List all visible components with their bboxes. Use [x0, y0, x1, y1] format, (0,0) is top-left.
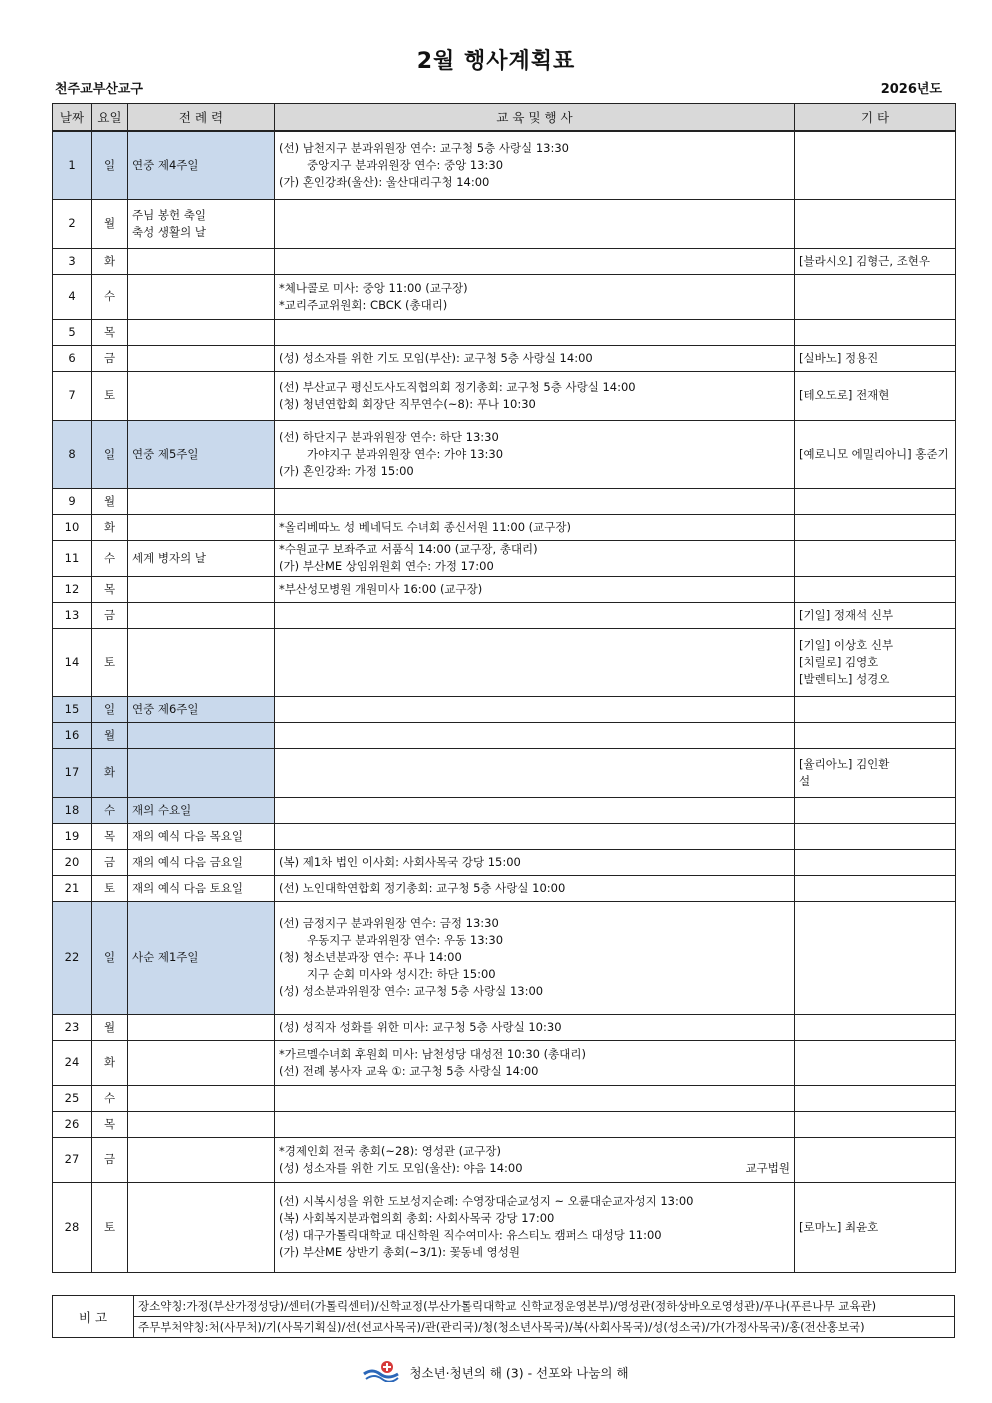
etc-cell	[795, 248, 956, 274]
events-cell	[275, 602, 795, 628]
weekday-cell: 목	[92, 576, 128, 602]
day-cell: 6	[53, 345, 92, 371]
day-cell: 23	[53, 1014, 92, 1040]
liturgy-line: 사순 제1주일	[132, 950, 199, 964]
weekday-cell: 금	[92, 849, 128, 875]
liturgy-cell	[128, 1137, 275, 1182]
header-weekday: 요일	[92, 104, 128, 132]
event-line: (선) 시복시성을 위한 도보성지순례: 수영장대순교성지 ~ 오륜대순교자성지 13:00	[279, 1194, 694, 1208]
table-row	[53, 1040, 956, 1085]
liturgy-cell	[128, 1040, 275, 1085]
table-row	[53, 488, 956, 514]
event-line: (가) 혼인강좌(울산): 울산대리구청 14:00	[279, 174, 490, 189]
liturgy-line: 축성 생활의 날	[132, 224, 206, 239]
etc-cell	[795, 602, 956, 628]
events-cell	[275, 748, 795, 797]
liturgy-line: 재의 예식 다음 토요일	[132, 880, 243, 895]
day-cell: 8	[53, 420, 92, 488]
event-line: (성) 성소자를 위한 기도 모임(울산): 야음 14:00	[279, 1160, 523, 1175]
schedule-body	[53, 131, 956, 1272]
event-line: (가) 부산ME 상임위원회 연수: 가정 17:00	[279, 559, 494, 573]
events-cell	[275, 1182, 795, 1272]
etc-cell	[795, 540, 956, 576]
day-cell: 19	[53, 823, 92, 849]
weekday-cell: 수	[92, 540, 128, 576]
event-note-right: 교구법원	[745, 1160, 790, 1175]
event-line: (선) 전례 봉사자 교육 ①: 교구청 5층 사랑실 14:00	[279, 1063, 539, 1078]
event-line: *올리베따노 성 베네딕도 수녀회 종신서원 11:00 (교구장)	[279, 519, 571, 534]
table-row	[53, 797, 956, 823]
event-line: 중앙지구 분과위원장 연수: 중앙 13:30	[307, 157, 504, 172]
etc-cell	[795, 823, 956, 849]
etc-cell	[795, 131, 956, 199]
notes-line-departments: 주무부처약칭:처(사무처)/기(사목기획실)/선(선교사목국)/관(관리국)/청(청소년사목국)/복(사회사목국)/성(성소국)/가(가정사목국)/홍(전산홍보국)	[134, 1317, 955, 1338]
footer-text: 청소년·청년의 해 (3) - 선포와 나눔의 해	[409, 1365, 629, 1381]
weekday-cell: 일	[92, 901, 128, 1014]
table-row	[53, 748, 956, 797]
weekday-cell: 토	[92, 1182, 128, 1272]
weekday-cell: 화	[92, 1040, 128, 1085]
table-row	[53, 849, 956, 875]
liturgy-cell	[128, 248, 275, 274]
event-line: (선) 노인대학연합회 정기총회: 교구청 5층 사랑실 10:00	[279, 880, 566, 895]
liturgy-cell	[128, 901, 275, 1014]
day-cell: 3	[53, 248, 92, 274]
day-cell: 22	[53, 901, 92, 1014]
liturgy-cell	[128, 540, 275, 576]
table-row	[53, 131, 956, 199]
liturgy-cell	[128, 345, 275, 371]
table-row	[53, 1085, 956, 1111]
liturgy-cell	[128, 696, 275, 722]
etc-cell	[795, 722, 956, 748]
etc-cell	[795, 576, 956, 602]
notes-table	[52, 1295, 955, 1338]
liturgy-cell	[128, 1085, 275, 1111]
weekday-cell: 월	[92, 199, 128, 248]
etc-line: [블라시오] 김형근, 조현우	[799, 253, 931, 268]
table-row	[53, 576, 956, 602]
weekday-cell: 화	[92, 748, 128, 797]
etc-line: [치릴로] 김영호	[799, 654, 879, 669]
event-line: (선) 금정지구 분과위원장 연수: 금정 13:30	[279, 916, 499, 930]
notes-line-places: 장소약칭:가정(부산가정성당)/센터(가톨릭센터)/신학교정(부산가톨릭대학교 신학교정운영본부)/영성관(정하상바오로영성관)/푸나(푸른나무 교육관)	[134, 1296, 955, 1317]
weekday-cell: 월	[92, 488, 128, 514]
etc-cell	[795, 797, 956, 823]
day-cell: 26	[53, 1111, 92, 1137]
day-cell: 24	[53, 1040, 92, 1085]
table-row	[53, 371, 956, 420]
event-line: (선) 부산교구 평신도사도직협의회 정기총회: 교구청 5층 사랑실 14:00	[279, 379, 636, 394]
etc-cell	[795, 420, 956, 488]
etc-cell	[795, 274, 956, 319]
events-cell	[275, 371, 795, 420]
etc-line: [기일] 이상호 신부	[799, 637, 894, 652]
table-row	[53, 602, 956, 628]
weekday-cell: 일	[92, 696, 128, 722]
table-row	[53, 420, 956, 488]
event-line: (청) 청소년분과장 연수: 푸나 14:00	[279, 950, 462, 964]
table-row	[53, 199, 956, 248]
liturgy-cell	[128, 514, 275, 540]
event-line: (가) 혼인강좌: 가정 15:00	[279, 463, 414, 478]
weekday-cell: 금	[92, 1137, 128, 1182]
etc-cell	[795, 345, 956, 371]
event-line: 지구 순회 미사와 성시간: 하단 15:00	[307, 967, 496, 981]
events-cell	[275, 1085, 795, 1111]
liturgy-cell	[128, 131, 275, 199]
day-cell: 1	[53, 131, 92, 199]
etc-cell	[795, 371, 956, 420]
table-row	[53, 696, 956, 722]
events-cell	[275, 576, 795, 602]
liturgy-line: 연중 제6주일	[132, 701, 199, 716]
event-line: (복) 사회복지분과협의회 총회: 사회사목국 강당 17:00	[279, 1211, 555, 1225]
notes-label: 비 고	[53, 1296, 134, 1338]
events-cell	[275, 823, 795, 849]
event-line: *경제인회 전국 총회(~28): 영성관 (교구장)	[279, 1143, 501, 1158]
etc-cell	[795, 849, 956, 875]
etc-cell	[795, 199, 956, 248]
header-liturgy: 전 례 력	[128, 104, 275, 132]
weekday-cell: 금	[92, 602, 128, 628]
day-cell: 11	[53, 540, 92, 576]
day-cell: 20	[53, 849, 92, 875]
events-cell	[275, 274, 795, 319]
day-cell: 2	[53, 199, 92, 248]
weekday-cell: 수	[92, 274, 128, 319]
day-cell: 5	[53, 319, 92, 345]
table-row	[53, 875, 956, 901]
liturgy-cell	[128, 576, 275, 602]
event-line: (선) 하단지구 분과위원장 연수: 하단 13:30	[279, 429, 499, 444]
etc-cell	[795, 319, 956, 345]
liturgy-cell	[128, 797, 275, 823]
organization-name: 천주교부산교구	[55, 82, 143, 97]
event-line: (청) 청년연합회 회장단 직무연수(~8): 푸나 10:30	[279, 396, 536, 411]
etc-cell	[795, 1040, 956, 1085]
etc-cell	[795, 1085, 956, 1111]
liturgy-line: 연중 제4주일	[132, 157, 199, 172]
weekday-cell: 금	[92, 345, 128, 371]
day-cell: 25	[53, 1085, 92, 1111]
day-cell: 12	[53, 576, 92, 602]
etc-cell	[795, 514, 956, 540]
liturgy-cell	[128, 1111, 275, 1137]
etc-line: [예로니모 에밀리아니] 홍준기	[799, 446, 949, 461]
etc-cell	[795, 1111, 956, 1137]
etc-cell	[795, 628, 956, 696]
day-cell: 10	[53, 514, 92, 540]
liturgy-cell	[128, 628, 275, 696]
weekday-cell: 일	[92, 420, 128, 488]
liturgy-line: 재의 예식 다음 금요일	[132, 854, 243, 869]
etc-line: [율리아노] 김인환	[799, 756, 890, 771]
weekday-cell: 월	[92, 722, 128, 748]
weekday-cell: 수	[92, 797, 128, 823]
day-cell: 16	[53, 722, 92, 748]
weekday-cell: 목	[92, 319, 128, 345]
page-title: 2월 행사계획표	[416, 49, 576, 74]
schedule-table	[52, 103, 956, 1273]
table-row	[53, 274, 956, 319]
weekday-cell: 토	[92, 875, 128, 901]
event-line: *가르멜수녀회 후원회 미사: 남천성당 대성전 10:30 (총대리)	[279, 1046, 586, 1061]
liturgy-cell	[128, 420, 275, 488]
weekday-cell: 일	[92, 131, 128, 199]
liturgy-cell	[128, 602, 275, 628]
table-row	[53, 248, 956, 274]
day-cell: 27	[53, 1137, 92, 1182]
day-cell: 28	[53, 1182, 92, 1272]
day-cell: 21	[53, 875, 92, 901]
table-row	[53, 1111, 956, 1137]
diocese-logo-icon	[363, 1360, 399, 1385]
events-cell	[275, 1111, 795, 1137]
weekday-cell: 수	[92, 1085, 128, 1111]
liturgy-line: 연중 제5주일	[132, 446, 199, 461]
etc-line: 설	[799, 773, 811, 788]
event-line: 우동지구 분과위원장 연수: 우동 13:30	[307, 933, 504, 947]
weekday-cell: 목	[92, 1111, 128, 1137]
liturgy-cell	[128, 488, 275, 514]
weekday-cell: 화	[92, 514, 128, 540]
etc-cell	[795, 875, 956, 901]
events-cell	[275, 722, 795, 748]
liturgy-cell	[128, 823, 275, 849]
liturgy-line: 주님 봉헌 축일	[132, 207, 206, 222]
header-etc: 기 타	[795, 104, 956, 132]
etc-line: [실바노] 정용진	[799, 350, 879, 365]
table-row	[53, 319, 956, 345]
events-cell	[275, 901, 795, 1014]
liturgy-cell	[128, 274, 275, 319]
footer	[0, 1360, 992, 1385]
events-cell	[275, 628, 795, 696]
header-events: 교 육 및 행 사	[275, 104, 795, 132]
liturgy-cell	[128, 875, 275, 901]
etc-line: [기일] 정재석 신부	[799, 607, 894, 622]
day-cell: 15	[53, 696, 92, 722]
table-row	[53, 1182, 956, 1272]
liturgy-line: 재의 수요일	[132, 802, 192, 817]
day-cell: 4	[53, 274, 92, 319]
etc-line: [로마노] 최윤호	[799, 1219, 879, 1234]
event-line: 가야지구 분과위원장 연수: 가야 13:30	[307, 446, 504, 461]
liturgy-cell	[128, 722, 275, 748]
etc-cell	[795, 1137, 956, 1182]
events-cell	[275, 1014, 795, 1040]
day-cell: 7	[53, 371, 92, 420]
table-row	[53, 540, 956, 576]
day-cell: 14	[53, 628, 92, 696]
year-label: 2026년도	[880, 82, 942, 97]
event-line: (선) 남천지구 분과위원장 연수: 교구청 5층 사랑실 13:30	[279, 140, 569, 155]
events-cell	[275, 1137, 795, 1182]
liturgy-line: 재의 예식 다음 목요일	[132, 828, 243, 843]
liturgy-cell	[128, 849, 275, 875]
etc-cell	[795, 488, 956, 514]
events-cell	[275, 696, 795, 722]
events-cell	[275, 345, 795, 371]
table-row	[53, 345, 956, 371]
table-row	[53, 823, 956, 849]
etc-cell	[795, 1182, 956, 1272]
weekday-cell: 목	[92, 823, 128, 849]
event-line: (성) 성직자 성화를 위한 미사: 교구청 5층 사랑실 10:30	[279, 1019, 562, 1034]
event-line: (복) 제1차 법인 이사회: 사회사목국 강당 15:00	[279, 854, 521, 869]
liturgy-cell	[128, 1182, 275, 1272]
table-row	[53, 722, 956, 748]
liturgy-cell	[128, 748, 275, 797]
etc-line: [테오도로] 전재현	[799, 388, 890, 402]
table-row	[53, 514, 956, 540]
weekday-cell: 월	[92, 1014, 128, 1040]
table-row	[53, 1014, 956, 1040]
event-line: (가) 부산ME 상반기 총회(~3/1): 꽃동네 영성원	[279, 1245, 520, 1259]
etc-cell	[795, 1014, 956, 1040]
weekday-cell: 토	[92, 628, 128, 696]
day-cell: 18	[53, 797, 92, 823]
table-row	[53, 628, 956, 696]
header-day: 날짜	[53, 104, 92, 132]
event-line: (성) 성소자를 위한 기도 모임(부산): 교구청 5층 사랑실 14:00	[279, 350, 593, 365]
event-line: *교리주교위원회: CBCK (총대리)	[279, 297, 448, 312]
events-cell	[275, 540, 795, 576]
event-line: *부산성모병원 개원미사 16:00 (교구장)	[279, 581, 483, 596]
liturgy-cell	[128, 319, 275, 345]
events-cell	[275, 849, 795, 875]
etc-cell	[795, 901, 956, 1014]
liturgy-cell	[128, 1014, 275, 1040]
table-row	[53, 901, 956, 1014]
event-line: *체나콜로 미사: 중앙 11:00 (교구장)	[279, 280, 468, 295]
day-cell: 17	[53, 748, 92, 797]
events-cell	[275, 248, 795, 274]
etc-cell	[795, 696, 956, 722]
liturgy-cell	[128, 371, 275, 420]
event-line: (성) 성소분과위원장 연수: 교구청 5층 사랑실 13:00	[279, 984, 544, 998]
liturgy-cell	[128, 199, 275, 248]
events-cell	[275, 131, 795, 199]
events-cell	[275, 1040, 795, 1085]
day-cell: 13	[53, 602, 92, 628]
events-cell	[275, 488, 795, 514]
events-cell	[275, 319, 795, 345]
weekday-cell: 토	[92, 371, 128, 420]
etc-cell	[795, 748, 956, 797]
table-row	[53, 1137, 956, 1182]
day-cell: 9	[53, 488, 92, 514]
liturgy-line: 세계 병자의 날	[132, 550, 206, 565]
events-cell	[275, 199, 795, 248]
events-cell	[275, 797, 795, 823]
event-line: *수원교구 보좌주교 서품식 14:00 (교구장, 총대리)	[279, 542, 538, 556]
header-row	[53, 104, 956, 132]
events-cell	[275, 420, 795, 488]
etc-line: [발렌티노] 성경오	[799, 671, 890, 686]
weekday-cell: 화	[92, 248, 128, 274]
event-line: (성) 대구가톨릭대학교 대신학원 직수여미사: 유스티노 캠퍼스 대성당 11:00	[279, 1228, 662, 1242]
events-cell	[275, 514, 795, 540]
events-cell	[275, 875, 795, 901]
